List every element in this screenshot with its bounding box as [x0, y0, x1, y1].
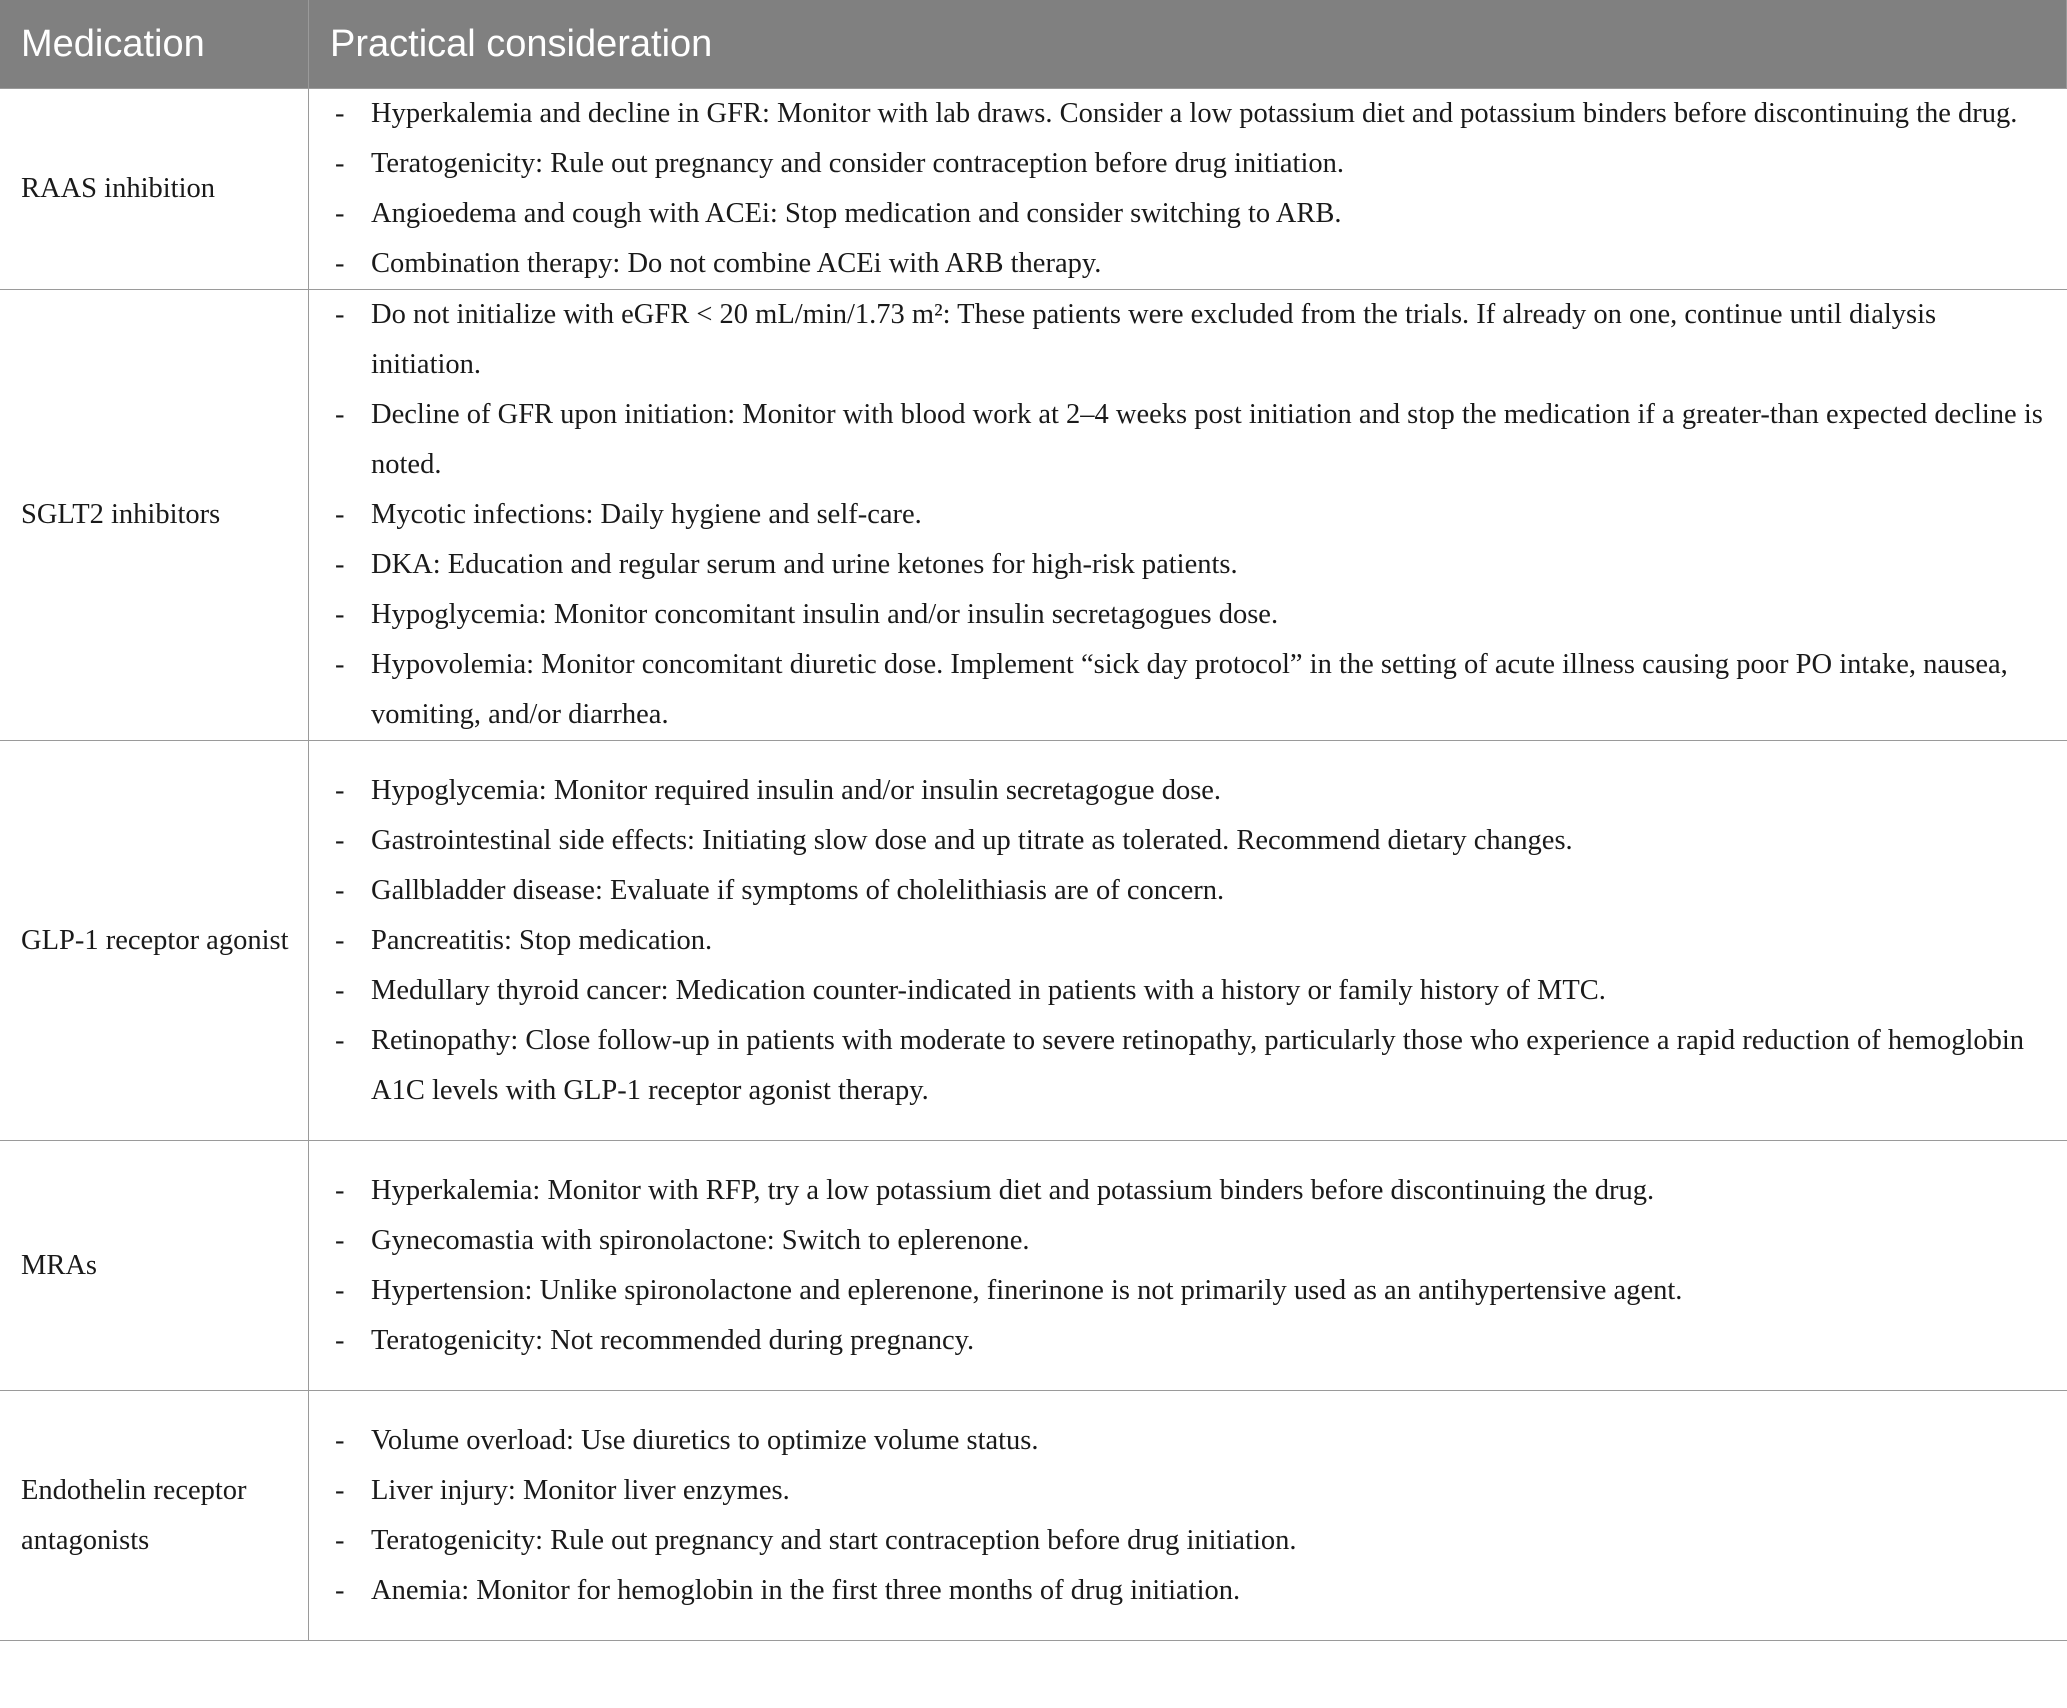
list-item: - Combination therapy: Do not combine ACEi with ARB therapy. [335, 248, 1102, 279]
list-item: - Gynecomastia with spironolactone: Switch to eplerenone. [335, 1224, 1030, 1256]
list-item: - Hypovolemia: Monitor concomitant diuretic dose. Implement “sick day protocol” in the setting of acute illness causing poor PO intake, nausea, vomiting, and/or diarrhea. [335, 649, 2008, 730]
table-row [0, 741, 2067, 1141]
medication-cell: Endothelin receptor antagonists [0, 1391, 309, 1641]
list-item: - Retinopathy: Close follow-up in patients with moderate to severe retinopathy, particularly those who experience a rapid reduction of hemoglobin A1C levels with GLP-1 receptor agonist therapy. [335, 1024, 2025, 1106]
list-item: - Teratogenicity: Rule out pregnancy and consider contraception before drug initiation. [335, 148, 1345, 179]
list-item: - Gallbladder disease: Evaluate if symptoms of cholelithiasis are of concern. [335, 874, 1225, 906]
list-item: - Hypoglycemia: Monitor required insulin and/or insulin secretagogue dose. [335, 774, 1222, 806]
medication-cell: GLP-1 receptor agonist [0, 741, 309, 1141]
list-item: - Do not initialize with eGFR < 20 mL/min/1.73 m²: These patients were excluded from the trials. If already on one, continue until dialysis initiation. [335, 299, 1937, 380]
consideration-cell [309, 89, 2067, 290]
table-row [0, 1141, 2067, 1391]
consideration-cell [309, 741, 2067, 1141]
column-header-consideration: Practical consideration [309, 0, 2067, 89]
list-item: - Liver injury: Monitor liver enzymes. [335, 1474, 790, 1506]
list-item: - Hypoglycemia: Monitor concomitant insulin and/or insulin secretagogues dose. [335, 599, 1279, 630]
list-item: - Mycotic infections: Daily hygiene and self-care. [335, 499, 922, 530]
consideration-cell [309, 1141, 2067, 1391]
medication-cell: SGLT2 inhibitors [0, 290, 309, 741]
list-item: - Hyperkalemia and decline in GFR: Monitor with lab draws. Consider a low potassium diet and potassium binders before discontinuing the drug. [335, 98, 2018, 129]
list-item: - Volume overload: Use diuretics to optimize volume status. [335, 1424, 1039, 1456]
list-item: - DKA: Education and regular serum and urine ketones for high-risk patients. [335, 549, 1238, 580]
column-header-medication: Medication [0, 0, 309, 89]
list-item: - Angioedema and cough with ACEi: Stop medication and consider switching to ARB. [335, 198, 1342, 229]
table-row [0, 290, 2067, 741]
list-item: - Teratogenicity: Rule out pregnancy and start contraception before drug initiation. [335, 1524, 1297, 1556]
list-item: - Hyperkalemia: Monitor with RFP, try a low potassium diet and potassium binders before discontinuing the drug. [335, 1174, 1655, 1206]
list-item: - Anemia: Monitor for hemoglobin in the first three months of drug initiation. [335, 1574, 1241, 1606]
list-item: - Hypertension: Unlike spironolactone and eplerenone, finerinone is not primarily used as an antihypertensive agent. [335, 1274, 1683, 1306]
list-item: - Pancreatitis: Stop medication. [335, 924, 713, 956]
consideration-cell [309, 1391, 2067, 1641]
list-item: - Teratogenicity: Not recommended during pregnancy. [335, 1324, 975, 1356]
list-item: - Gastrointestinal side effects: Initiating slow dose and up titrate as tolerated. Recommend dietary changes. [335, 824, 1573, 856]
list-item: - Medullary thyroid cancer: Medication counter-indicated in patients with a history or family history of MTC. [335, 974, 1606, 1006]
list-item: - Decline of GFR upon initiation: Monitor with blood work at 2–4 weeks post initiation and stop the medication if a greater-than expected decline is noted. [335, 399, 2043, 480]
table-header-row [0, 0, 2067, 89]
medication-cell: MRAs [0, 1141, 309, 1391]
table-row [0, 89, 2067, 290]
medication-cell: RAAS inhibition [0, 89, 309, 290]
consideration-cell [309, 290, 2067, 741]
table-row [0, 1391, 2067, 1641]
